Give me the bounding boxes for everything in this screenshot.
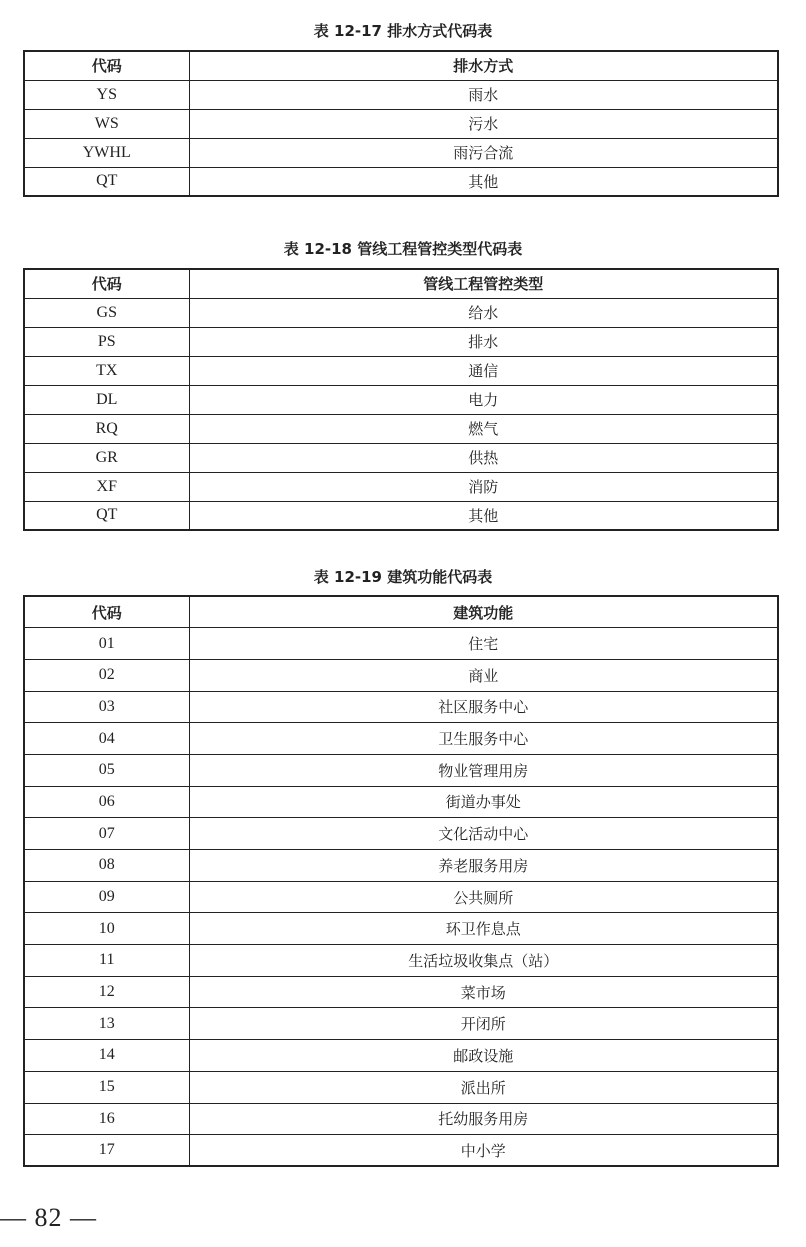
table-row [24,138,778,167]
value-cell: 文化活动中心 [189,818,778,850]
table-row [24,167,778,196]
code-cell: PS [24,327,189,356]
code-cell: TX [24,356,189,385]
value-cell: 环卫作息点 [189,913,778,945]
table-row [24,628,778,660]
code-cell: YWHL [24,138,189,167]
table-row [24,501,778,530]
table-row [24,913,778,945]
value-cell: 生活垃圾收集点（站） [189,945,778,977]
value-cell: 消防 [189,472,778,501]
value-cell: 物业管理用房 [189,754,778,786]
column-header: 管线工程管控类型 [189,269,778,298]
value-cell: 托幼服务用房 [189,1103,778,1135]
value-cell: 养老服务用房 [189,850,778,882]
table-row [24,754,778,786]
value-cell: 其他 [189,167,778,196]
code-cell: QT [24,501,189,530]
value-cell: 住宅 [189,628,778,660]
value-cell: 公共厕所 [189,881,778,913]
code-cell: 07 [24,818,189,850]
table-row [24,385,778,414]
column-header: 代码 [24,596,189,628]
value-cell: 供热 [189,443,778,472]
code-cell: 12 [24,976,189,1008]
drainage-code-table [23,50,779,197]
table-row [24,691,778,723]
table-row [24,472,778,501]
table-row [24,1040,778,1072]
table-row [24,443,778,472]
code-cell: GR [24,443,189,472]
value-cell: 邮政设施 [189,1040,778,1072]
value-cell: 通信 [189,356,778,385]
table-row [24,109,778,138]
value-cell: 污水 [189,109,778,138]
table-caption: 表 12-17 排水方式代码表 [313,22,493,40]
value-cell: 社区服务中心 [189,691,778,723]
code-cell: 02 [24,659,189,691]
table-row [24,881,778,913]
value-cell: 卫生服务中心 [189,723,778,755]
code-cell: 08 [24,850,189,882]
table-row [24,414,778,443]
code-cell: 15 [24,1071,189,1103]
code-cell: 05 [24,754,189,786]
building-function-code-table [23,595,779,1167]
code-cell: 10 [24,913,189,945]
code-cell: 14 [24,1040,189,1072]
table-row [24,659,778,691]
table-header-row [24,596,778,628]
code-cell: 13 [24,1008,189,1040]
table-row [24,976,778,1008]
code-cell: DL [24,385,189,414]
value-cell: 电力 [189,385,778,414]
value-cell: 开闭所 [189,1008,778,1040]
table-header-row [24,269,778,298]
column-header: 建筑功能 [189,596,778,628]
table-row [24,80,778,109]
table-row [24,1008,778,1040]
table-caption: 表 12-18 管线工程管控类型代码表 [283,240,523,258]
value-cell: 排水 [189,327,778,356]
code-cell: XF [24,472,189,501]
table-row [24,818,778,850]
table-row [24,850,778,882]
table-row [24,327,778,356]
table-row [24,786,778,818]
code-cell: 17 [24,1135,189,1167]
value-cell: 街道办事处 [189,786,778,818]
code-cell: GS [24,298,189,327]
value-cell: 给水 [189,298,778,327]
value-cell: 其他 [189,501,778,530]
value-cell: 商业 [189,659,778,691]
page-number: — 82 — [0,1203,97,1232]
value-cell: 燃气 [189,414,778,443]
code-cell: 04 [24,723,189,755]
code-cell: 16 [24,1103,189,1135]
table-header-row [24,51,778,80]
code-cell: WS [24,109,189,138]
value-cell: 派出所 [189,1071,778,1103]
code-cell: 01 [24,628,189,660]
table-caption: 表 12-19 建筑功能代码表 [313,568,493,586]
value-cell: 雨水 [189,80,778,109]
table-row [24,945,778,977]
column-header: 代码 [24,51,189,80]
code-cell: 03 [24,691,189,723]
column-header: 排水方式 [189,51,778,80]
column-header: 代码 [24,269,189,298]
value-cell: 中小学 [189,1135,778,1167]
table-row [24,298,778,327]
table-row [24,723,778,755]
table-row [24,1135,778,1167]
table-row [24,356,778,385]
code-cell: 09 [24,881,189,913]
pipeline-type-code-table [23,268,779,531]
table-row [24,1103,778,1135]
code-cell: 06 [24,786,189,818]
code-cell: YS [24,80,189,109]
code-cell: RQ [24,414,189,443]
value-cell: 雨污合流 [189,138,778,167]
table-row [24,1071,778,1103]
value-cell: 菜市场 [189,976,778,1008]
code-cell: 11 [24,945,189,977]
code-cell: QT [24,167,189,196]
